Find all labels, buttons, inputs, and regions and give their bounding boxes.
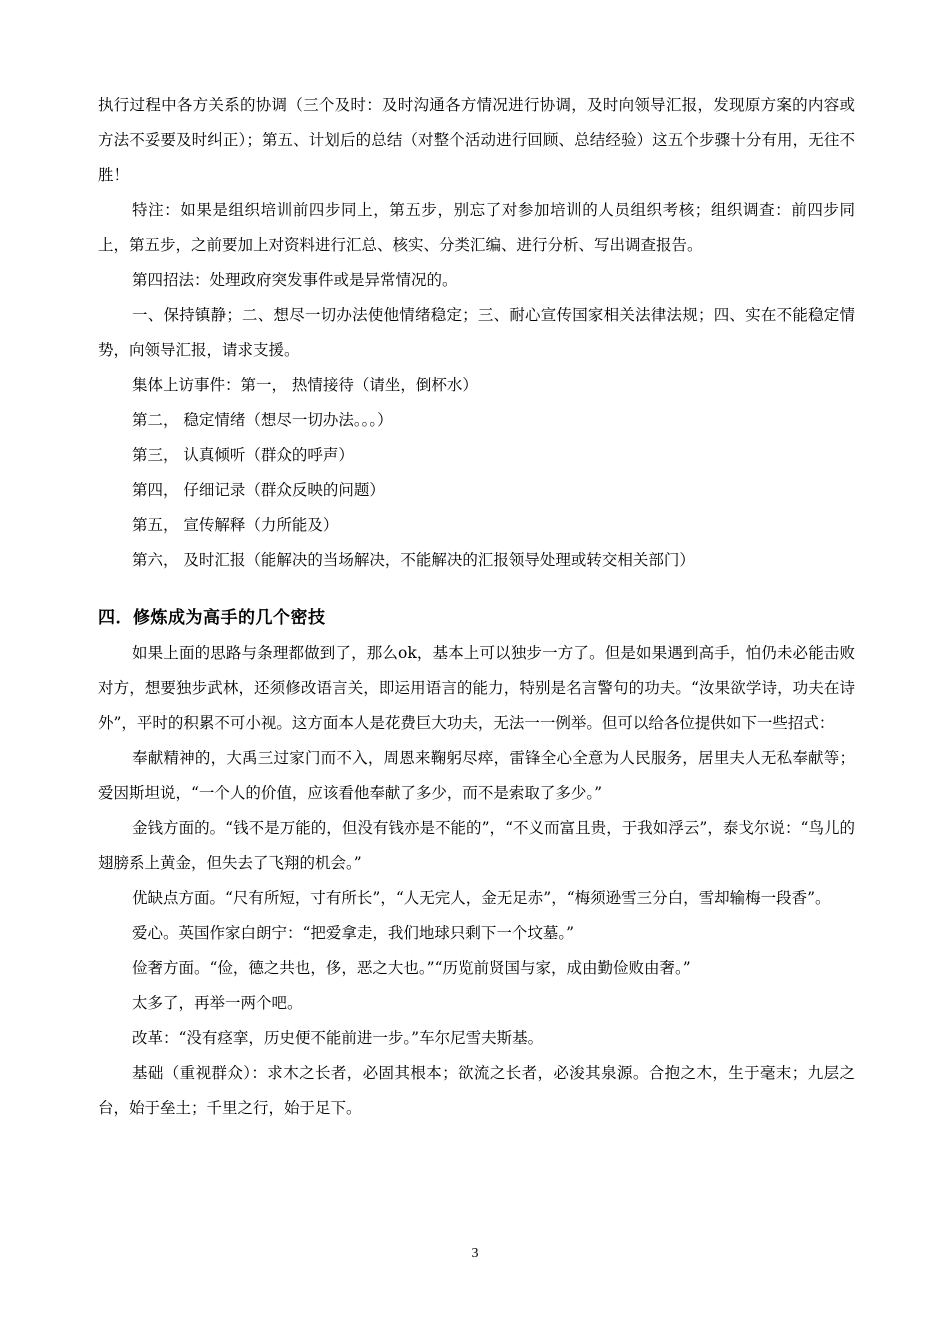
paragraph: 俭奢方面。“俭，德之共也，侈，恶之大也。”“历览前贤国与家，成由勤俭败由奢。”: [132, 959, 691, 977]
paragraphs-bottom: [98, 636, 855, 1126]
paragraph: 第四招法：处理政府突发事件或是异常情况的。: [132, 271, 458, 289]
paragraph: 奉献精神的，大禹三过家门而不入，周恩来鞠躬尽瘁，雷锋全心全意为人民服务，居里夫人无私奉献等；爱因斯坦说，“一个人的价值，应该看他奉献了多少，而不是索取了多少。”: [98, 749, 855, 802]
paragraph: 如果上面的思路与条理都做到了，那么ok，基本上可以独步一方了。但是如果遇到高手，怕仍未必能击败对方，想要独步武林，还须修改语言关，即运用语言的能力，特别是名言警句的功夫。“汝果欲学诗，功夫在诗外”，平时的积累不可小视。这方面本人是花费巨大功夫，无法一一例举。但可以给各位提供如下一些招式：: [98, 644, 855, 732]
page-number: 3: [471, 1246, 479, 1261]
paragraph: 太多了，再举一两个吧。: [132, 994, 303, 1012]
paragraphs-top: [98, 88, 855, 578]
paragraph: 集体上访事件：第一， 热情接待（请坐，倒杯水）: [132, 376, 478, 394]
paragraph: 一、保持镇静；二、想尽一切办法使他情绪稳定；三、耐心宣传国家相关法律法规；四、实在不能稳定情势，向领导汇报，请求支援。: [98, 306, 855, 359]
paragraph: 第三， 认真倾听（群众的呼声）: [132, 446, 354, 464]
paragraph: 基础（重视群众）：求木之长者，必固其根本；欲流之长者，必浚其泉源。合抱之木，生于毫末；九层之台，始于垒土；千里之行，始于足下。: [98, 1064, 855, 1117]
paragraph: 改革：“没有痉挛，历史便不能前进一步。”车尔尼雪夫斯基。: [132, 1029, 544, 1047]
document-body: [98, 88, 855, 1126]
paragraph: 执行过程中各方关系的协调（三个及时：及时沟通各方情况进行协调，及时向领导汇报，发现原方案的内容或方法不妥要及时纠正）；第五、计划后的总结（对整个活动进行回顾、总结经验）这五个步骤十分有用，无往不胜！: [98, 96, 855, 184]
paragraph: 第五， 宣传解释（力所能及）: [132, 516, 339, 534]
paragraph: 特注：如果是组织培训前四步同上，第五步，别忘了对参加培训的人员组织考核；组织调查：前四步同上，第五步，之前要加上对资料进行汇总、核实、分类汇编、进行分析、写出调查报告。: [98, 201, 855, 254]
paragraph: 第四， 仔细记录（群众反映的问题）: [132, 481, 385, 499]
paragraph: 金钱方面的。“钱不是万能的，但没有钱亦是不能的”，“不义而富且贵，于我如浮云”，泰戈尔说：“鸟儿的翅膀系上黄金，但失去了飞翔的机会。”: [98, 819, 855, 872]
paragraph: 优缺点方面。“尺有所短，寸有所长”，“人无完人，金无足赤”，“梅须逊雪三分白，雪却输梅一段香”。: [132, 889, 831, 907]
paragraph: 爱心。英国作家白朗宁：“把爱拿走，我们地球只剩下一个坟墓。”: [132, 924, 575, 942]
paragraph: 第六， 及时汇报（能解决的当场解决，不能解决的汇报领导处理或转交相关部门）: [132, 551, 695, 569]
paragraph: 第二， 稳定情绪（想尽一切办法。。。）: [132, 411, 393, 429]
section-heading: 四．修炼成为高手的几个密技: [98, 608, 326, 628]
